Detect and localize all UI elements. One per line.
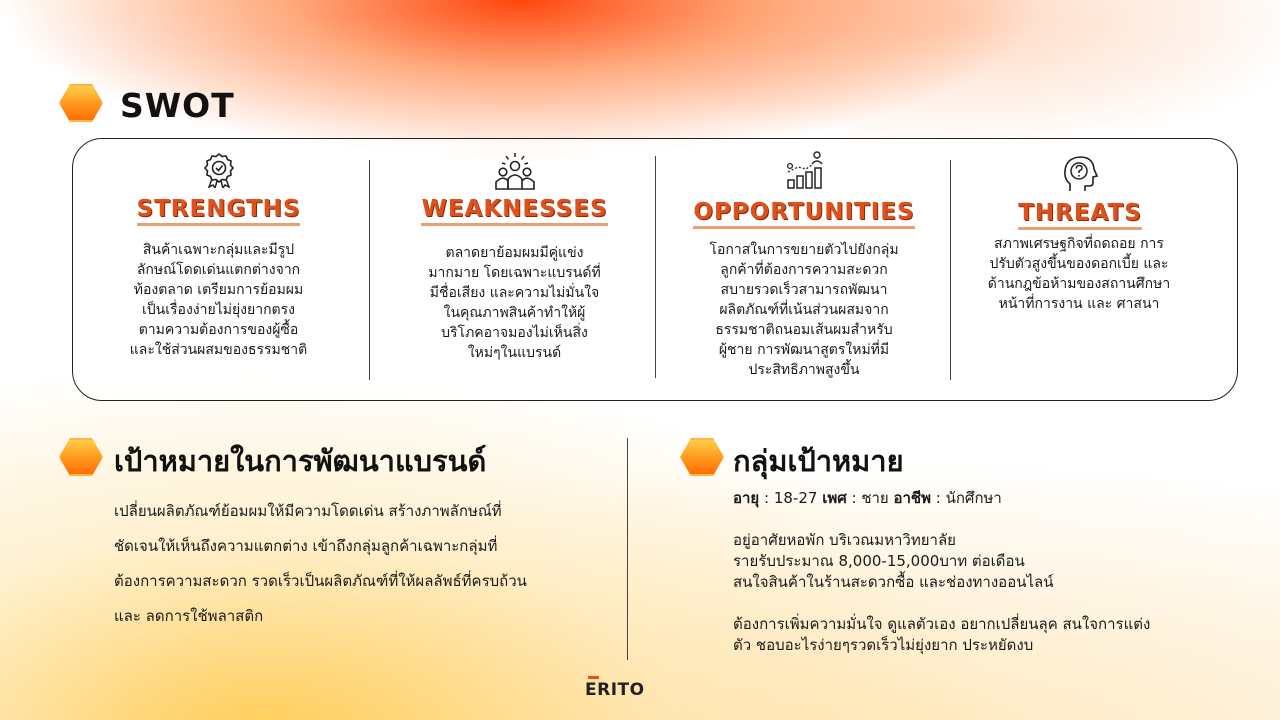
job-value: : นักศึกษา — [931, 489, 1002, 507]
logo-accent-bar — [588, 676, 599, 679]
opportunities-heading: OPPORTUNITIES — [693, 199, 914, 229]
growth-chart-person-icon — [784, 150, 824, 190]
job-label: อาชีพ — [893, 489, 931, 507]
target-needs: ต้องการเพิ่มความมั่นใจ ดูแลตัวเอง อยากเปลี่ยนลุค สนใจการแต่ง ตัว ชอบอะไรง่ายๆรวดเร็วไม่ยุ่งยาก ประหยัดงบ — [733, 615, 1151, 654]
hexagon-bullet-icon — [59, 84, 103, 122]
hexagon-bullet-icon — [59, 438, 103, 476]
brand-goal-text: เปลี่ยนผลิตภัณฑ์ย้อมผมให้มีความโดดเด่น สร้างภาพลักษณ์ที่ ชัดเจนให้เห็นถึงความแตกต่าง เข้าถึงกลุ่มลูกค้าเฉพาะกลุ่มที่ ต้องการความสะดวก รวดเร็วเป็นผลิตภัณฑ์ที่ให้ผลลัพธ์ที่ครบถ้วน และ ลดการใช้พลาสติก — [114, 502, 527, 625]
people-group-icon — [493, 152, 537, 190]
weaknesses-heading: WEAKNESSES — [421, 196, 607, 226]
swot-opportunities — [670, 150, 938, 380]
swot-threats — [960, 155, 1200, 314]
threats-text: สภาพเศรษฐกิจที่ถดถอย การ ปรับตัวสูงขึ้นของดอกเบี้ย และ ด้านกฎข้อห้ามของสถานศึกษา หน้าที่การงาน และ ศาสนา — [987, 236, 1171, 312]
swot-weaknesses — [392, 152, 637, 363]
divider — [655, 156, 656, 378]
section-divider — [627, 438, 628, 660]
target-demographics — [733, 488, 1002, 509]
threats-heading: THREATS — [1018, 200, 1142, 230]
opportunities-text: โอกาสในการขยายตัวไปยังกลุ่ม ลูกค้าที่ต้องการความสะดวก สบายรวดเร็วสามารถพัฒนา ผลิตภัณฑ์ที่เน้นส่วนผสมจาก ธรรมชาติถนอมเส้นผมสำหรับ ผู้ชาย การพัฒนาสูตรใหม่ที่มี ประสิทธิภาพสูงขึ้น — [709, 242, 899, 378]
strengths-text: สินค้าเฉพาะกลุ่มและมีรูป ลักษณ์โดดเด่นแตกต่างจาก ท้องตลาด เตรียมการย้อมผม เป็นเรื่องง่ายไม่ยุ่งยากตรง ตามความต้องการของผู้ซื้อ และใช้ส่วนผสมของธรรมชาติ — [129, 242, 308, 358]
target-lifestyle: อยู่อาศัยหอพัก บริเวณมหาวิทยาลัย รายรับประมาณ 8,000-15,000บาท ต่อเดือน สนใจสินค้าในร้านสะดวกซื้อ และช่องทางออนไลน์ — [733, 531, 1054, 591]
hexagon-bullet-icon — [680, 438, 724, 476]
divider — [369, 160, 370, 380]
weaknesses-text: ตลาดยาย้อมผมมีคู่แข่ง มากมาย โดยเฉพาะแบรนด์ที่ มีชื่อเสียง และความไม่มั่นใจ ในคุณภาพสินค้าทำให้ผู้ บริโภคอาจมองไม่เห็นสิ่ง ใหม่ๆในแบรนด์ — [428, 245, 601, 361]
age-label: อายุ — [733, 489, 760, 507]
gender-value: : ชาย — [846, 489, 894, 507]
gender-label: เพศ — [822, 489, 847, 507]
page-title: SWOT — [120, 86, 235, 125]
brand-logo: ERITO — [585, 680, 645, 700]
brand-goal-title: เป้าหมายในการพัฒนาแบรนด์ — [114, 444, 487, 478]
divider — [950, 160, 951, 380]
swot-strengths — [96, 152, 341, 360]
target-group-title: กลุ่มเป้าหมาย — [733, 444, 904, 478]
strengths-heading: STRENGTHS — [137, 196, 301, 226]
head-question-icon — [1062, 155, 1098, 193]
age-value: : 18-27 — [759, 489, 823, 507]
award-badge-icon — [202, 152, 236, 188]
